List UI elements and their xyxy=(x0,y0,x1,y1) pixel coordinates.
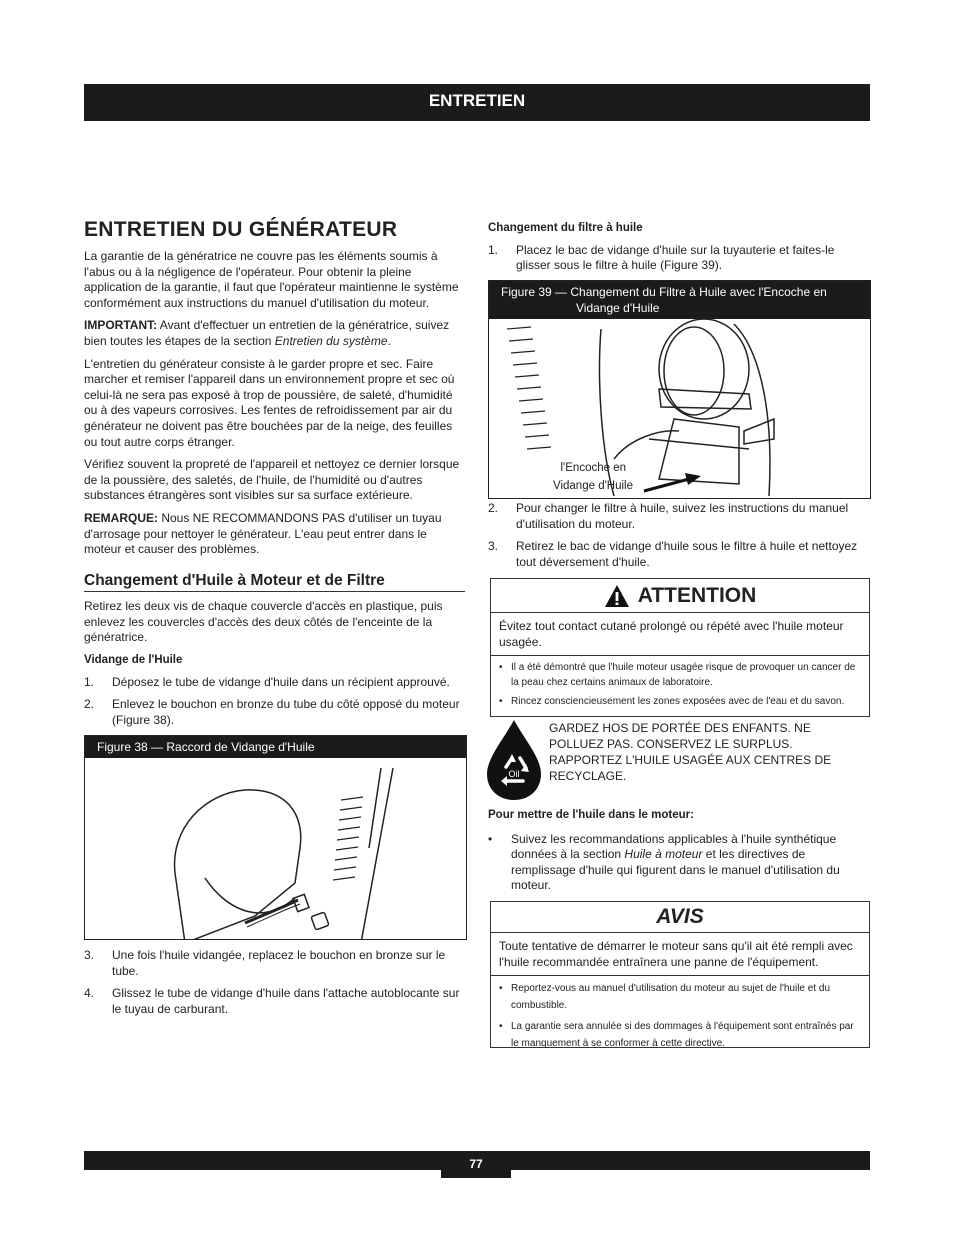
oil-icon-label: Oil xyxy=(508,769,520,779)
bullet-text: Rincez consciencieusement les zones exposées avec de l'eau et du savon. xyxy=(511,696,845,707)
right-column-lower xyxy=(488,808,870,901)
oil-drain-heading: Vidange de l'Huile xyxy=(84,654,183,667)
remarque-label: REMARQUE: xyxy=(84,510,158,525)
add-oil-list xyxy=(488,832,870,894)
oil-recycle-icon xyxy=(485,718,543,802)
attention-main-text: Évitez tout contact cutané prolongé ou répété avec l'huile moteur usagée. xyxy=(491,613,869,656)
step-text: Enlevez le bouchon en bronze du tube du côté opposé du moteur (Figure 38). xyxy=(112,697,460,727)
left-column-bottom xyxy=(84,948,465,1024)
step-text: Une fois l'huile vidangée, replacez le bouchon en bronze sur le tube. xyxy=(112,948,446,978)
figure-39-caption xyxy=(489,281,870,319)
right-column-mid xyxy=(488,501,870,577)
list-item xyxy=(488,832,870,894)
step-text: Déposez le tube de vidange d'huile dans un récipient approuvé. xyxy=(112,674,450,689)
engine-oil-link: Huile à moteur xyxy=(624,847,703,862)
step-number: 1. xyxy=(488,242,499,257)
section-title: ENTRETIEN xyxy=(428,91,526,110)
bullet-text-end: et les directives de remplissage d'huile qui figurent dans le manuel d'utilisation du moteur. xyxy=(511,847,840,893)
bullet-mark: • xyxy=(488,831,493,846)
warning-triangle-icon xyxy=(604,584,630,608)
step-text: Placez le bac de vidange d'huile sur la tuyauterie et faites-le glisser sous le filtre à huile (Figure 39). xyxy=(516,242,835,273)
important-end: . xyxy=(387,333,391,348)
figure-39 xyxy=(488,280,871,499)
filter-change-heading: Changement du filtre à huile xyxy=(488,222,643,234)
filter-steps-list-continued xyxy=(488,501,870,570)
step-text: Pour changer le filtre à huile, suivez les instructions du manuel d'utilisation du moteur. xyxy=(516,501,849,531)
add-oil-heading: Pour mettre de l'huile dans le moteur: xyxy=(488,809,694,821)
list-item xyxy=(84,697,465,728)
oil-filter-illustration xyxy=(489,319,870,496)
figure-38-caption: Figure 38 — Raccord de Vidange d'Huile xyxy=(85,736,466,758)
right-column-top xyxy=(488,221,870,281)
cleanliness-paragraph: Vérifiez souvent la propreté de l'appareil et nettoyez ce dernier lorsque de la poussière, des saletés, de l'huile, de l'humidité ou d'autres substances étrangères sont visibles sur sa surface extérieure. xyxy=(84,457,460,503)
list-item xyxy=(84,948,465,979)
drain-steps-list xyxy=(84,675,465,729)
bullet-text: La garantie sera annulée si des dommages à l'équipement sont entraînés par le manquement à se conformer à cette directive. xyxy=(511,1021,854,1049)
step-text: Glissez le tube de vidange d'huile dans l'attache autoblocante sur le tuyau de carburant. xyxy=(112,986,460,1016)
remarque-paragraph xyxy=(84,511,465,558)
filter-steps-list xyxy=(488,243,870,274)
list-item: • Rincez consciencieusement les zones exposées avec de l'eau et du savon. xyxy=(499,696,845,707)
oil-drain-fitting-illustration xyxy=(85,758,466,939)
bullet-text: Suivez les recommandations applicables à l'huile synthétique données à la section xyxy=(511,831,837,862)
avis-title: AVIS xyxy=(491,902,869,933)
step-number: 3. xyxy=(488,539,499,554)
figure-38 xyxy=(84,735,467,940)
list-item xyxy=(84,675,465,691)
notch-label-line1: l'Encoche en xyxy=(560,462,626,474)
step-number: 3. xyxy=(84,948,95,962)
page-number: 77 xyxy=(441,1151,511,1178)
access-cover-paragraph: Retirez les deux vis de chaque couvercle d'accès en plastique, puis enlevez les couvercles d'accès des deux côtés de l'enceinte de la génératrice. xyxy=(84,599,443,645)
list-item: • La garantie sera annulée si des dommages à l'équipement sont entraînés par le manquement à se conformer à cette directive. xyxy=(499,1021,854,1049)
attention-bullets xyxy=(491,656,869,717)
section-header-bar xyxy=(84,84,870,121)
left-column xyxy=(84,249,465,735)
avis-main-text: Toute tentative de démarrer le moteur sans qu'il ait été rempli avec l'huile recommandée entraînera une panne de l'équipement. xyxy=(491,933,869,976)
warranty-paragraph: La garantie de la génératrice ne couvre pas les éléments soumis à l'abus ou à la négligence de l'opérateur. Pour obtenir la pleine application de la garantie, il faut que l'opérateur maintienne le système conformément aux instructions du manuel d'utilisation du moteur. xyxy=(84,249,459,310)
important-link: Entretien du système xyxy=(274,333,388,348)
list-item: • Reportez-vous au manuel d'utilisation du moteur au sujet de l'huile et du combustible. xyxy=(499,983,831,1011)
list-item xyxy=(488,243,870,274)
list-item xyxy=(488,539,870,570)
attention-box xyxy=(490,578,870,717)
step-number: 1. xyxy=(84,674,95,689)
attention-title: ATTENTION xyxy=(637,583,757,607)
bullet-text: Il a été démontré que l'huile moteur usagée risque de provoquer un cancer de la peau chez certains animaux de laboratoire. xyxy=(511,662,856,688)
avis-box xyxy=(490,901,870,1048)
step-number: 2. xyxy=(488,501,499,515)
page-title: ENTRETIEN DU GÉNÉRATEUR xyxy=(84,218,398,241)
step-text: Retirez le bac de vidange d'huile sous le filtre à huile et nettoyez tout déversement d'huile. xyxy=(516,539,858,569)
maintenance-paragraph: L'entretien du générateur consiste à le garder propre et sec. Faire marcher et remiser l'appareil dans un environnement propre et sec où celui-là ne sera pas exposé à trop de poussière, de saleté, d'humidité ou à des vapeurs corrosives. Les fentes de refroidissement par air du générateur ne doivent pas être bouchées par de la neige, des feuilles ou tout autre corps étranger. xyxy=(84,356,455,449)
figure-39-caption-line2: Vidange d'Huile xyxy=(576,301,660,315)
bullet-text: Reportez-vous au manuel d'utilisation du moteur au sujet de l'huile et du combustible. xyxy=(511,983,831,1011)
important-paragraph xyxy=(84,318,465,349)
drain-steps-list-continued xyxy=(84,948,465,1017)
step-number: 2. xyxy=(84,697,95,712)
attention-title-row xyxy=(491,579,869,613)
notch-label-line2: Vidange d'Huile xyxy=(553,480,633,492)
step-number: 4. xyxy=(84,986,95,1001)
oil-change-heading: Changement d'Huile à Moteur et de Filtre xyxy=(84,573,465,593)
list-item xyxy=(488,501,870,532)
list-item: • Il a été démontré que l'huile moteur usagée risque de provoquer un cancer de la peau chez certains animaux de laboratoire. xyxy=(499,662,856,688)
remarque-text: Nous NE RECOMMANDONS PAS d'utiliser un tuyau d'arrosage pour nettoyer le générateur. L'eau peut entrer dans le moteur et causer des problèmes. xyxy=(84,510,442,557)
important-label: IMPORTANT: xyxy=(84,318,158,333)
avis-bullets xyxy=(491,976,869,1060)
important-text: Avant d'effectuer un entretien de la génératrice, suivez bien toutes les étapes de la section xyxy=(84,318,450,348)
list-item xyxy=(84,986,465,1017)
figure-39-caption-line1: Figure 39 — Changement du Filtre à Huile avec l'Encoche en xyxy=(501,285,827,299)
recycle-notice: GARDEZ HOS DE PORTÉE DES ENFANTS. NE POLLUEZ PAS. CONSERVEZ LE SURPLUS. RAPPORTEZ L'HUILE USAGÉE AUX CENTRES DE RECYCLAGE. xyxy=(549,721,832,783)
